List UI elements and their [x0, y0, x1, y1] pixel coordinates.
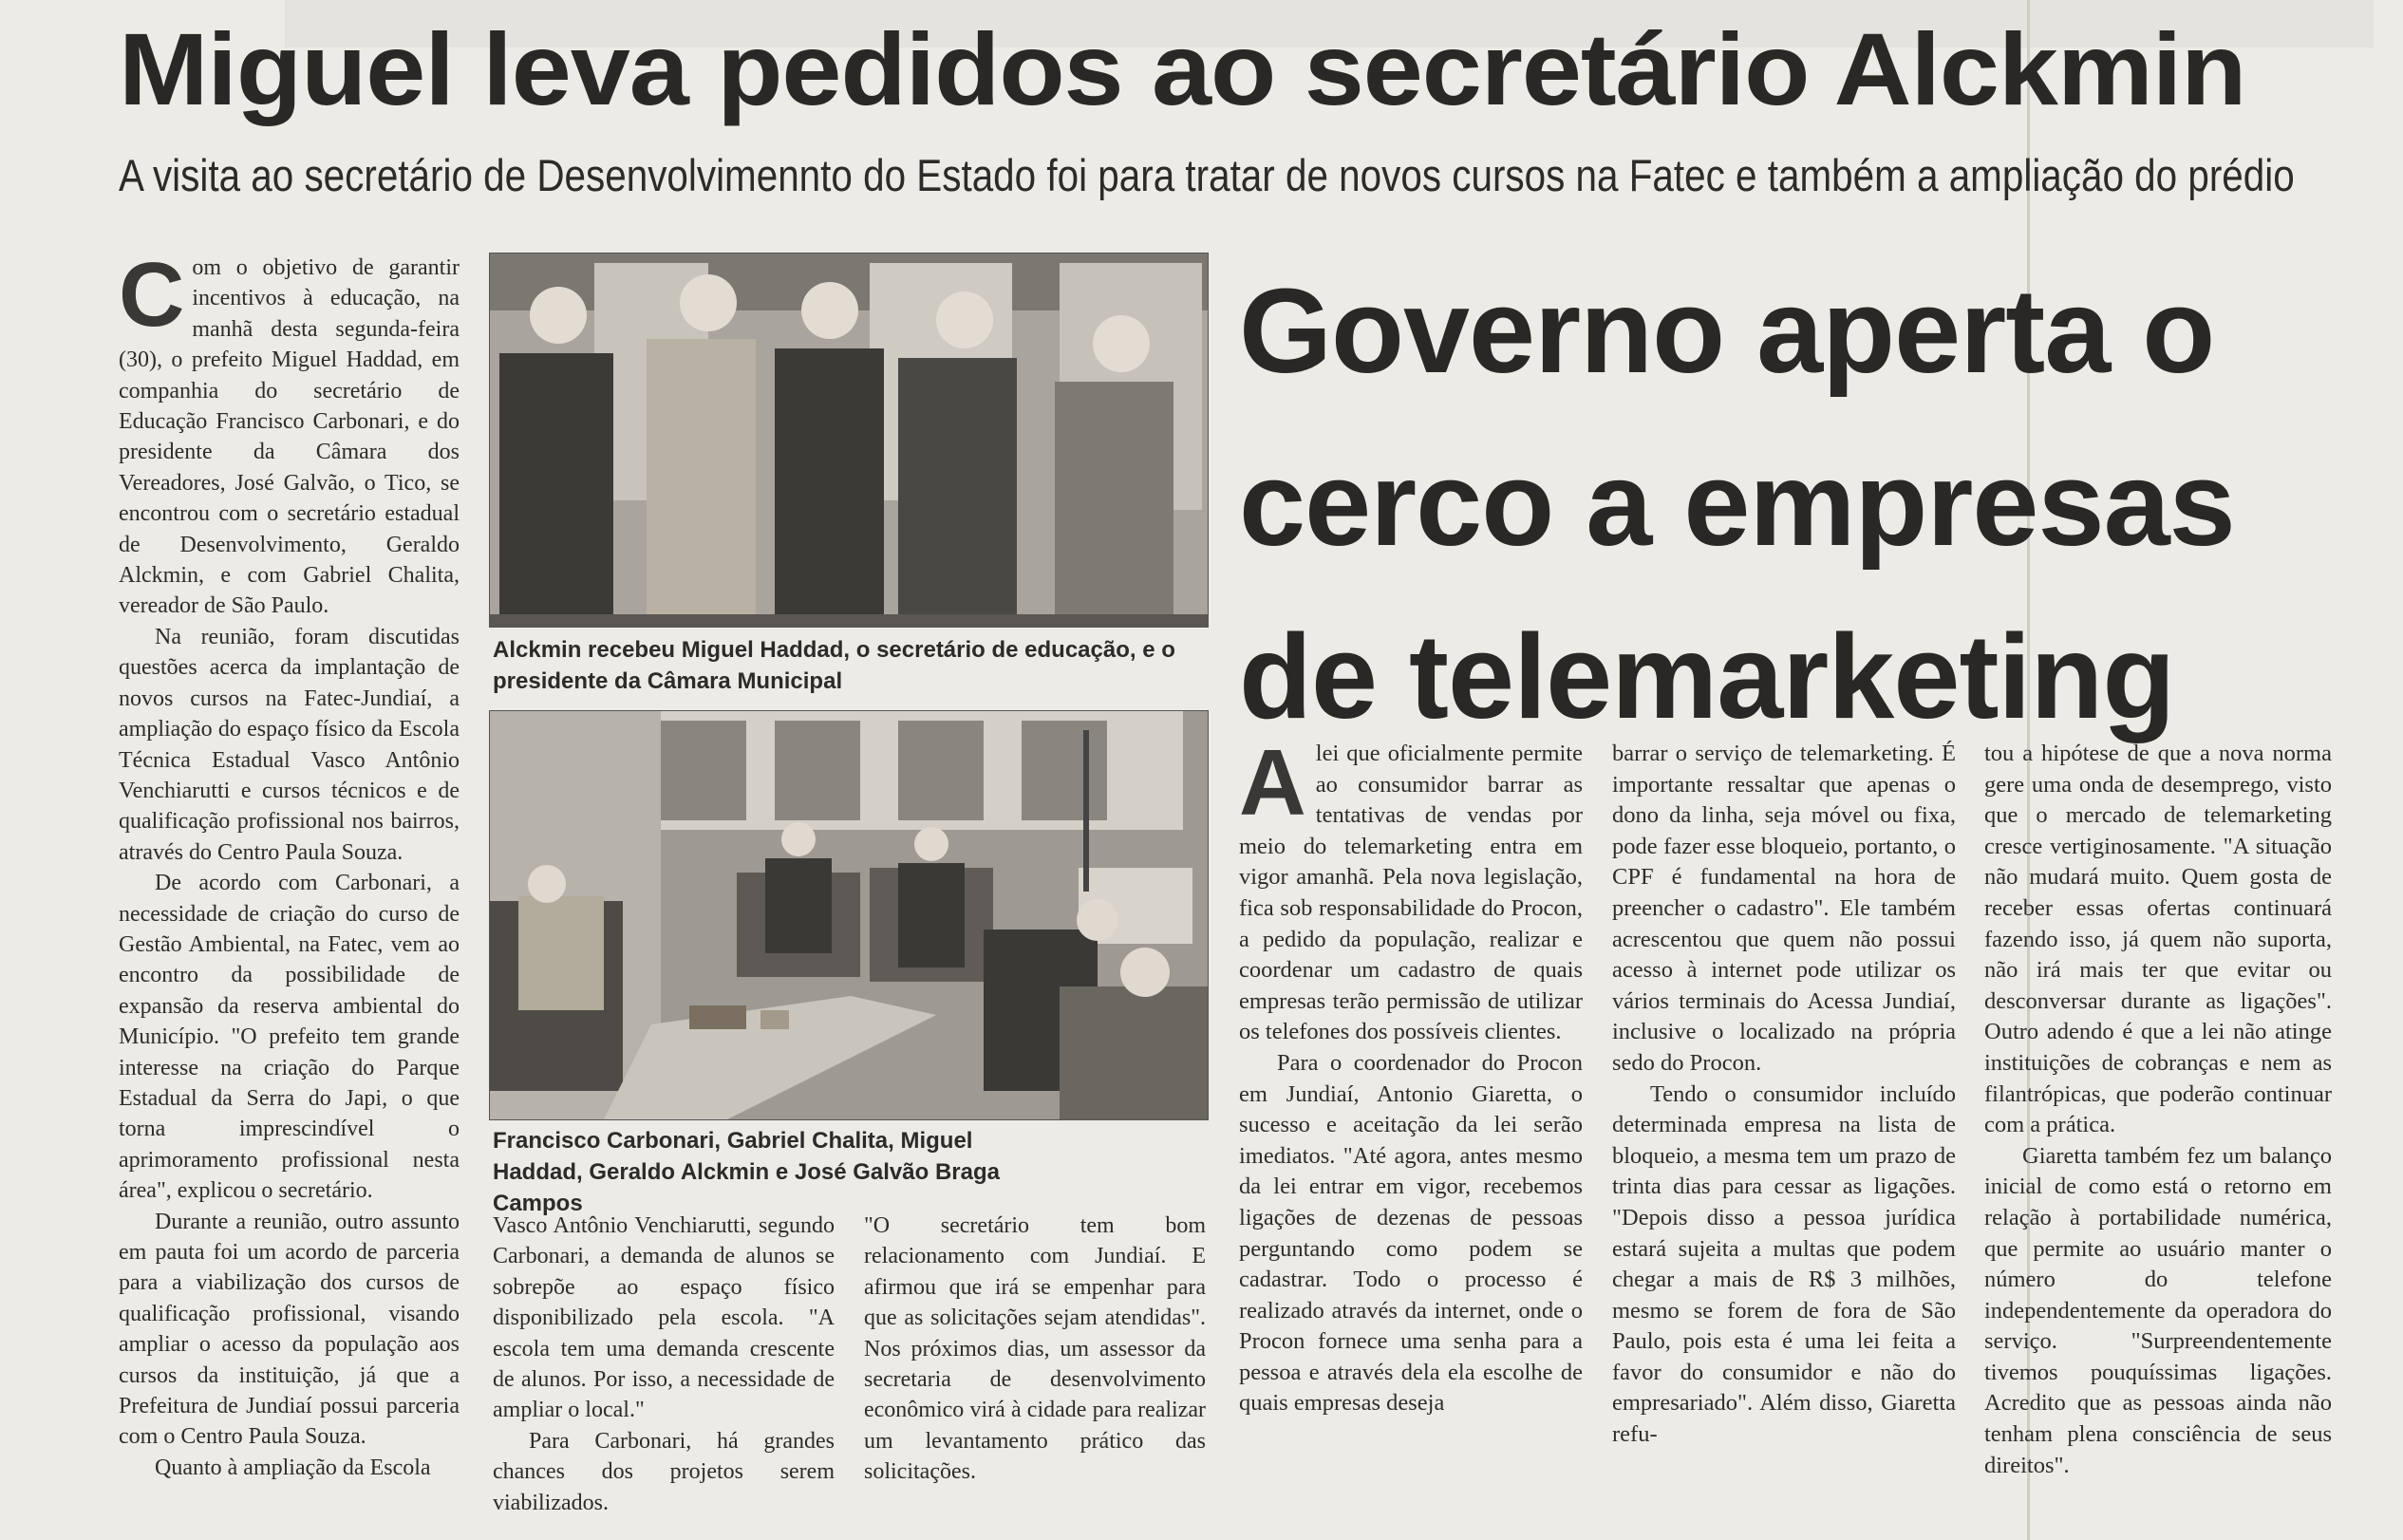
paragraph: Tendo o consumidor incluído determinada empresa na lista de bloqueio, a mesma tem um prazo de trinta dias para cessar as ligações. "Depois disso a pessoa jurídica estará sujeita a multas que podem chegar a mais de R$ 3 milhões, mesmo se forem de fora de São Paulo, pois esta é uma lei feita a favor do consumidor e não do empresariado". Além disso, Giaretta refu- — [1612, 1080, 1956, 1448]
paragraph: Para o coordenador do Procon em Jundiaí, Antonio Giaretta, o sucesso e aceitação da lei serão imediatos. "Até agora, antes mesmo da lei entrar em vigor, recebemos ligações de dezenas de pessoas perguntando como podem se cadastrar. Todo o processo é realizado através da internet, onde o Procon fornece uma senha para a pessoa e através dela ela escolhe de quais empresas deseja — [1239, 1049, 1583, 1417]
article2-column-3 — [1984, 739, 2332, 1481]
article2-headline — [1239, 245, 2359, 763]
photo-meeting-room — [489, 710, 1209, 1120]
photo-1-image — [490, 254, 1208, 627]
paragraph: barrar o serviço de telemarketing. É importante ressaltar que apenas o dono da linha, seja móvel ou fixa, pode fazer esse bloqueio, portanto, o CPF é fundamental na hora de preencher o cadastro". Ele também acrescentou que quem não possui acesso à internet pode utilizar os vários terminais do Acessa Jundiaí, inclusive o localizado na própria sedo do Procon. — [1612, 741, 1956, 1076]
paragraph: Durante a reunião, outro assunto em pauta foi um acordo de parceria para a viabilização dos cursos de qualificação profissional, visando ampliar o acesso da população aos cursos da instituição, já que a Prefeitura de Jundiaí possui parceria com o Centro Paula Souza. — [119, 1209, 460, 1450]
paragraph: om o objetivo de garantir incentivos à educação, na manhã desta segunda-feira (30), o prefeito Miguel Haddad, em companhia do secretário de Educação Francisco Carbonari, e do presidente da Câmara dos Vereadores, José Galvão, o Tico, se encontrou com o secretário estadual de Desenvolvimento, Geraldo Alckmin, e com Gabriel Chalita, vereador de São Paulo. — [119, 255, 460, 619]
paragraph: "O secretário tem bom relacionamento com Jundiaí. E afirmou que irá se empenhar para que as solicitações sejam atendidas". Nos próximos dias, um assessor da secretaria de desenvolvimento econômico virá à cidade para realizar um levantamento prático das solicitações. — [864, 1213, 1206, 1485]
drop-cap: C — [119, 244, 185, 346]
headline-line: Governo aperta o — [1239, 264, 2215, 398]
photo-2-caption: Francisco Carbonari, Gabriel Chalita, Miguel Haddad, Geraldo Alckmin e José Galvão Braga Campos — [493, 1128, 1000, 1216]
paragraph: Na reunião, foram discutidas questões acerca da implantação de novos cursos na Fatec-Jundiaí, a ampliação do espaço físico da Escola Técnica Estadual Vasco Antônio Venchiarutti e cursos técnicos e de qualificação profissional nos bairros, através do Centro Paula Souza. — [119, 624, 460, 865]
paragraph: Vasco Antônio Venchiarutti, segundo Carbonari, a demanda de alunos se sobrepõe ao espaço físico disponibilizado pela escola. "A escola tem uma demanda crescente de alunos. Por isso, a necessidade de ampliar o local." — [493, 1213, 835, 1423]
drop-cap: A — [1239, 730, 1306, 835]
article2-column-1 — [1239, 730, 1583, 1419]
photo-officials-standing — [489, 253, 1209, 628]
paragraph: Giaretta também fez um balanço inicial de como está o retorno em relação à portabilidade numérica, que permite ao usuário manter o número do telefone independentemente da operadora do serviço. "Surpreendentemente tivemos pouquíssimas ligações. Acredito que as pessoas ainda não tenham plena consciência de seus direitos". — [1984, 1142, 2332, 1478]
article1-subheadline: A visita ao secretário de Desenvolvimennto do Estado foi para tratar de novos cursos na Fatec e também a ampliação do prédio — [119, 150, 2295, 200]
article1-column-2 — [493, 1211, 835, 1518]
paragraph: tou a hipótese de que a nova norma gere uma onda de desemprego, visto que o mercado de telemarketing cresce vertiginosamente. "A situação não mudará muito. Quem gosta de receber essas ofertas continuará fazendo isso, já quem não suporta, não irá mais ter que evitar ou desconversar durante as ligações". Outro adendo é que a lei não atinge instituições de cobranças e nem as filantrópicas, que poderão continuar com a prática. — [1984, 741, 2332, 1138]
headline-line: cerco a empresas — [1239, 437, 2235, 571]
headline-line: de telemarketing — [1239, 610, 2175, 743]
article1-column-3 — [864, 1211, 1206, 1488]
paragraph: Para Carbonari, há grandes chances dos projetos serem viabilizados. — [493, 1428, 835, 1515]
paragraph: lei que oficialmente permite ao consumidor barrar as tentativas de vendas por meio do telemarketing entra em vigor amanhã. Pela nova legislação, fica sob responsabilidade do Procon, a pedido da população, realizar e coordenar um cadastro de quais empresas terão permissão de utilizar os telefones dos possíveis clientes. — [1239, 741, 1583, 1045]
paragraph: Quanto à ampliação da Escola — [155, 1455, 431, 1480]
article2-column-2 — [1612, 739, 1956, 1451]
article1-column-1 — [119, 244, 460, 1534]
article1-headline: Miguel leva pedidos ao secretário Alckmin — [119, 11, 2246, 126]
photo-1-caption: Alckmin recebeu Miguel Haddad, o secretário de educação, e o presidente da Câmara Municipal — [493, 637, 1175, 694]
paragraph: De acordo com Carbonari, a necessidade de criação do curso de Gestão Ambiental, na Fatec, vem ao encontro da possibilidade de expansão da reserva ambiental do Município. "O prefeito tem grande interesse na criação do Parque Estadual da Serra do Japi, o que torna imprescindível o aprimoramento profissional nesta área", explicou o secretário. — [119, 871, 460, 1204]
photo-2-image — [490, 711, 1208, 1119]
